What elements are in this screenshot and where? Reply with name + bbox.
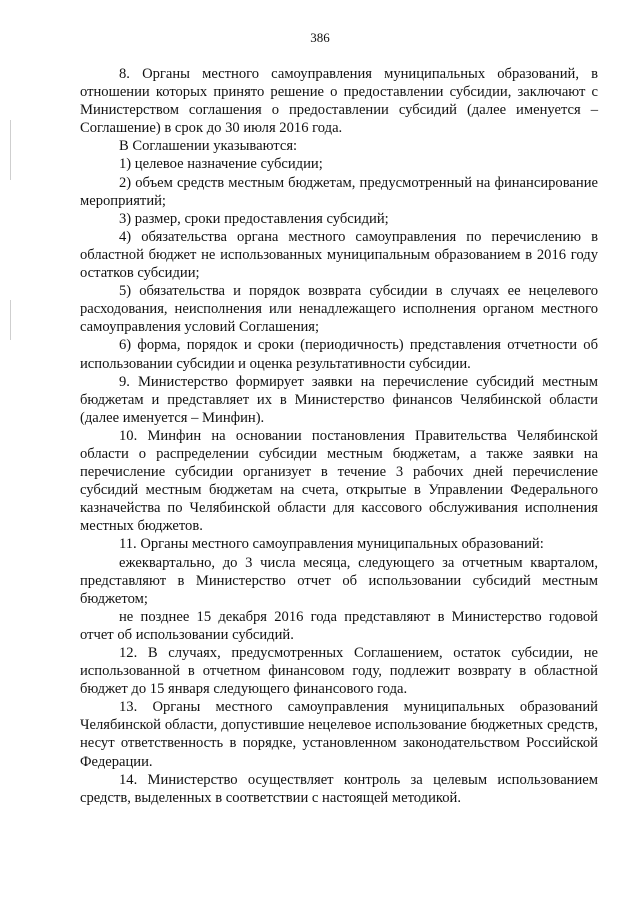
paragraph-12: 12. В случаях, предусмотренных Соглашением, остаток субсидии, не использованной в отчетном финансовом году, подлежит возврату в областной бюджет до 15 января следующего финансового года. xyxy=(80,645,598,698)
paragraph-8: 8. Органы местного самоуправления муниципальных образований, в отношении которых принято решение о предоставлении субсидии, заключают с Министерством соглашения о предоставлении субсидий (далее именуется – Соглашение) в срок до 30 июля 2016 года. xyxy=(80,66,598,137)
list-item-5: 5) обязательства и порядок возврата субсидии в случаях ее нецелевого расходования, неисполнения или ненадлежащего исполнения органом местного самоуправления условий Соглашения; xyxy=(80,283,598,336)
list-item-6: 6) форма, порядок и сроки (периодичность) представления отчетности об использовании субсидии и оценка результативности субсидии. xyxy=(80,337,598,372)
scan-margin-line xyxy=(10,120,11,180)
paragraph-11-quarterly: ежеквартально, до 3 числа месяца, следующего за отчетным кварталом, представляют в Министерство отчет об использовании субсидий местным бюджетом; xyxy=(80,554,598,607)
list-item-3: 3) размер, сроки предоставления субсидий; xyxy=(119,210,389,227)
paragraph-11-annual: не позднее 15 декабря 2016 года представляют в Министерство годовой отчет об использовании субсидий. xyxy=(80,608,598,643)
list-item-4: 4) обязательства органа местного самоуправления по перечислению в областной бюджет не использованных муниципальным образованием в 2016 году остатков субсидии; xyxy=(80,228,598,282)
paragraph-9: 9. Министерство формирует заявки на перечисление субсидий местным бюджетам и представляет их в Министерство финансов Челябинской области (далее именуется – Минфин). xyxy=(80,373,598,426)
scan-margin-line xyxy=(10,300,11,340)
document-body xyxy=(80,65,598,807)
paragraph-11: 11. Органы местного самоуправления муниципальных образований: xyxy=(119,536,544,553)
paragraph-14: 14. Министерство осуществляет контроль за целевым использованием средств, выделенных в соответствии с настоящей методикой. xyxy=(80,771,598,806)
page-number: 386 xyxy=(310,30,330,45)
paragraph-13: 13. Органы местного самоуправления муниципальных образований Челябинской области, допустившие нецелевое использование бюджетных средств, несут ответственность в порядке, установленном законодательством Российской Федерации. xyxy=(80,699,598,770)
list-item-1: 1) целевое назначение субсидии; xyxy=(119,156,323,173)
list-item-2: 2) объем средств местным бюджетам, предусмотренный на финансирование мероприятий; xyxy=(80,174,598,209)
paragraph-10: 10. Минфин на основании постановления Правительства Челябинской области о распределении субсидии местным бюджетам, а также заявки на перечисление субсидии организует в течение 3 рабочих дней перечисление субсидий местным бюджетам на счета, открытые в Управлении Федерального казначейства по Челябинской области для кассового обслуживания исполнения местных бюджетов. xyxy=(80,427,598,535)
paragraph-agreement-intro: В Соглашении указываются: xyxy=(119,138,298,155)
